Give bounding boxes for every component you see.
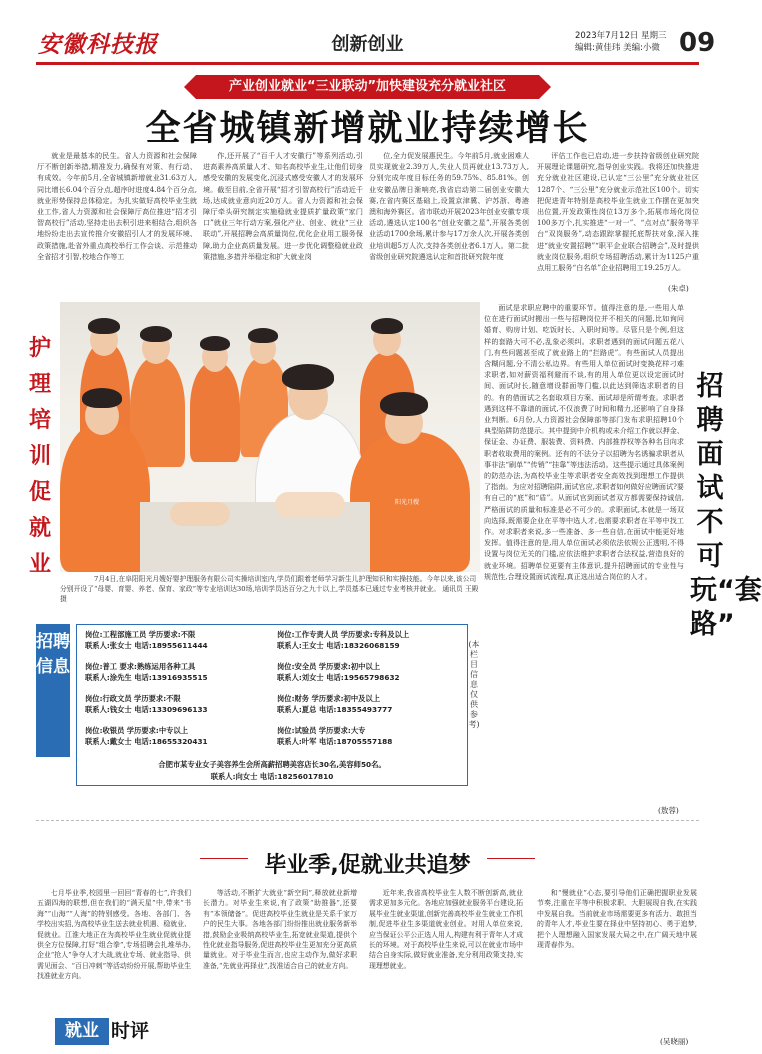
article1-byline: (朱卓) [668, 284, 689, 293]
job-posting: 岗位:试验员 学历要求:大专 联系人:叶军 电话:18705557188 [277, 726, 393, 746]
editor-line: 编辑:黄佳玮 美编:小微 [575, 43, 660, 53]
article1-col2: 作,还开展了“百千人才安徽行”等系列活动,引进高素养高质量人才、知名高校毕业生,让他们切身感受安徽的发展变化,沉浸式感受安徽人才的发展环境。截至目前,全省开展“招才引智高校行”活动近千场,达成就业意向近20万人。省人力资源和社会保障厅牵头研究制定实施稳就业提质扩量政策“家门口”就业三年行动方案,强化产业、创业、就业“三业联动”,开展招聘会高质量岗位,优化企业用工服务保障,助力企业高质量发展。进一步优化调整稳就业政策措施,多措并举稳定和扩大就业岗 [203, 151, 363, 261]
article3-byline: (吴晓丽) [660, 1037, 689, 1046]
article-kicker: 产业创业就业“三业联动”加快建设充分就业社区 [196, 75, 539, 99]
title-ornament-left [200, 858, 248, 859]
article1-col4: 评估工作也已启动,进一步扶持省级创业研究院开展理论课题研究,指导创业实践。我将还加快推进充分就业社区建设,已认定“三公里”充分就业社区1287个、“三公里”充分就业示范社区100个。切实把促进青年特别是高校毕业生就业工作摆在更加突出位置,开发政策性岗位13万多个,拓展市场化岗位100多万个,扎实推进“一对一”、“点对点”服务等平台“双岗服务”,动态跟踪掌握托底帮扶对象,深入推进“就业安置招聘”“职平企业联合招聘会”,及时提供就业岗位服务,组织专场招聘活动,累计为1125户重点用工服务“白名单”企业招聘用工19.25万人。 [537, 151, 699, 273]
article3-headline: 毕业季,促就业共追梦 [264, 853, 471, 878]
newspaper-logo: 安徽科技报 [38, 31, 158, 58]
photo-credit: 通讯员 王殿 摄 [60, 585, 479, 603]
job-listings-box [76, 624, 468, 786]
article3-col2: 等活动,不断扩大就业“新空间”,释放就业新增长潜力。对毕业生来说,有了政策“助推器”,还要有“本领储备”。促进高校毕业生就业是关系千家万户的民生大事。各地各部门纷纷推出就业服务新举措,鼓励企业吸纳高校毕业生,拓宽就业渠道,提供个性化就业指导服务,促进高校毕业生更加充分更高质量就业。对于毕业生而言,也应主动作为,做好求职准备,“先就业再择业”,找准适合自己的就业方向。 [203, 889, 357, 970]
uniform-brand-text: 阳光月嫂 [395, 499, 420, 506]
photo-side-title: 护理培训促就业 [28, 335, 51, 577]
photo-caption: 7月4日,在阜阳阳光月嫂好婴护理服务有限公司实操培训室内,学员们跟着老师学习新生儿护理知识和实操技能。今年以来,该公司分别开设了“母婴、育婴、养老、保育、家政”等专业培训达30场,培训学员达百分之九十以上,学员基本已通过专业考核并就业。 通讯员 王殿 摄 [60, 575, 479, 603]
job-disclaimer: (本栏目信息仅供参考) [468, 640, 480, 729]
article2-side-title: 招聘面试不可玩“套路” [690, 371, 762, 640]
job-posting: 岗位:普工 要求:熟练运用各种工具 联系人:涂先生 电话:13916935515 [85, 662, 208, 682]
job-posting: 岗位:工程部施工员 学历要求:不限 联系人:张女士 电话:18955611444 [85, 630, 208, 650]
job-posting: 岗位:行政文员 学历要求:不限 联系人:钱女士 电话:13309696133 [85, 694, 208, 714]
article3-col1: 七月毕业季,校园里一回回“青春的七”,许我们五湖四海的联想,但在我们的“满天星”中,带来“书海”“山海”“人海”的特别感受。各地、各部门、各学校出实招,为高校毕业生送去就业机遇、稳就业、促就业。江淮大地正在为高校毕业生就业促就业提供全方位保障,打好“组合拳”,专场招聘会扎堆举办,企业“抢人”争夺人才大战,就业专场、就业指导、供需见面会、“百日冲刺”等活动纷纷开展,帮助毕业生找准就业方向。 [37, 889, 191, 981]
training-photo [60, 302, 480, 572]
job-posting: 岗位:安全员 学历要求:初中以上 联系人:刘女士 电话:19565798632 [277, 662, 400, 682]
page-number: 09 [679, 28, 716, 58]
article2-body: 面试是求职应聘中的重要环节。值得注意的是,一些用人单位在进行面试时搬出一些与招聘岗位并不相关的问题,比如询问婚育、购房计划、吃饭时长、入职时间等。尽管只是个例,但这样的套路大可不必,乱象必须纠。求职者遇到的面试问题五花八门,有些问题甚至成了就业路上的“拦路虎”。有些面试人员提出含糊问题,分不清公私边界。有些用人单位面试时变换花样刁难求职者,如对薪资福利避而不谈,有的用人单位更以设定面试时间、面试时长,随意增设群面等门槛,以此达到筛选求职者的目的。有的借面试之名套取项目方案、面试却是所谓考查。求职者遇到这样不靠谱的面试,不仅浪费了时间和精力,还影响了自身择业判断。6月份,人力资源社会保障部等部门发布求职招聘10个典型陷阱防范提示。其中提到中介机构或未介绍工作就以押金、保证金、办证费、服装费、资料费、内部推荐权等各种名目向求职者收取费用的案例。还有的不法分子以招聘为名诱骗求职者从事非法“刷单”“传销”“挂靠”等违法活动。这些提示通过具体案例的防范办法,为高校毕业生等求职者安全高效找到理想工作提供了指南。为应对招聘陷阱,面试官应,求职者如何做好应聘面试?要有自己的“底”和“盾”。从面试官到面试者双方都需要保持诚信,严格面试的质量和标准是必不可少的。求职面试,本就是一场双向选择,既需要企业在平等中选人才,也需要求职者在平等中找工作。对求职者来说,多一些准备、多一些自信,在面试中能更好地发挥。值得注意的是,用人单位面试必须依法依规公正透明,不得设置与岗位无关的门槛,应依法维护求职者合法权益,营造良好的就业环境。招聘单位更要有主体意识,提升招聘面试的专业性与规范性,合理设置面试流程,真正选出适合岗位的人才。 [484, 303, 684, 581]
job-footer-ad: 合肥市某专业女子美容养生会所高薪招聘美容店长30名,美容师50名。 [158, 760, 386, 769]
title-ornament-right [487, 858, 535, 859]
article-headline: 全省城镇新增就业持续增长 [145, 109, 590, 149]
issue-date: 2023年7月12日 星期三 [575, 31, 667, 41]
section-divider [36, 820, 699, 821]
article3-col4: 和“慢就业”心态,要引导他们正确把握职业发展节奏,注重在平等中积极求职、大胆展现自我,在实践中发展自我。当前就业市场需要更多有活力、敢担当的青年人才,毕业生要在择业中坚持初心、勇于追梦,把个人理想融入国家发展大局之中,在广阔天地中展现青春作为。 [537, 889, 697, 950]
header-meta [575, 30, 667, 54]
section-title: 创新创业 [331, 34, 404, 55]
header-rule [36, 62, 699, 65]
article2-byline: (敖蓉) [658, 806, 679, 815]
article3-col3: 近年来,我省高校毕业生人数不断创新高,就业需求更加多元化。各地应加强就业服务平台建设,拓展毕业生就业渠道,创新完善高校毕业生就业工作机制,促进毕业生多渠道就业创业。对用人单位来说,应当保证公平公正选人用人,构建有利于青年人才成长的环境。对于高校毕业生来说,可以在就业市场中结合自身实际,做好就业准备,充分利用政策支持,实现理想就业。 [369, 889, 523, 970]
job-posting: 岗位:财务 学历要求:初中及以上 联系人:夏总 电话:18355493777 [277, 694, 393, 714]
job-info-tag: 招聘信息 [36, 624, 70, 757]
column-tag-suffix: 时评 [111, 1020, 150, 1042]
job-posting: 岗位:收银员 学历要求:中专以上 联系人:戴女士 电话:18655320431 [85, 726, 208, 746]
article1-col1: 就业是最基本的民生。省人力资源和社会保障厅不断创新举措,精准发力,确保有对策、有行动、有成效。今年前5月,全省城镇新增就业31.63万人,同比增长6.04个百分点,超序时进度4.84个百分点,就业形势保持总体稳定。为扎实做好高校毕业生就业工作,省人力资源和社会保障厅高位推进“招才引智高校行”活动,坚持走出去积引进来相结合,组织各地纷纷走出去宣传推介安徽招引人才的发展环境、政策措施,赴省外重点高校举行工作会谈、示范推动全省招才引智,校地合作等工 [37, 151, 197, 261]
column-tag: 就业 [55, 1018, 109, 1045]
job-footer-contact: 联系人:向女士 电话:18256017810 [210, 772, 334, 781]
job-posting: 岗位:工作专责人员 学历要求:专科及以上 联系人:王女士 电话:18326068159 [277, 630, 410, 650]
article1-col3: 位,全力促发展惠民生。今年前5月,就业困难人员实现就业2.39万人,失业人员再就业13.73万人,分别完成年度目标任务的59.75%、85.81%。创业安徽品牌日渐响亮,我省启动第二届创业安徽大赛,在省内赛区基础上,设置京津冀、沪苏浙、粤港澳和海外赛区。省市联动开展2023年创业安徽专项活动,遴选认定100名“创业安徽之星”,开展各类创业活动1700余场,累计参与17万余人次,开展各类创业培训超5万人次,支持各类创业者6.1万人。第二批省级创业研究院遴选认定和首批研究院年度 [369, 151, 529, 261]
